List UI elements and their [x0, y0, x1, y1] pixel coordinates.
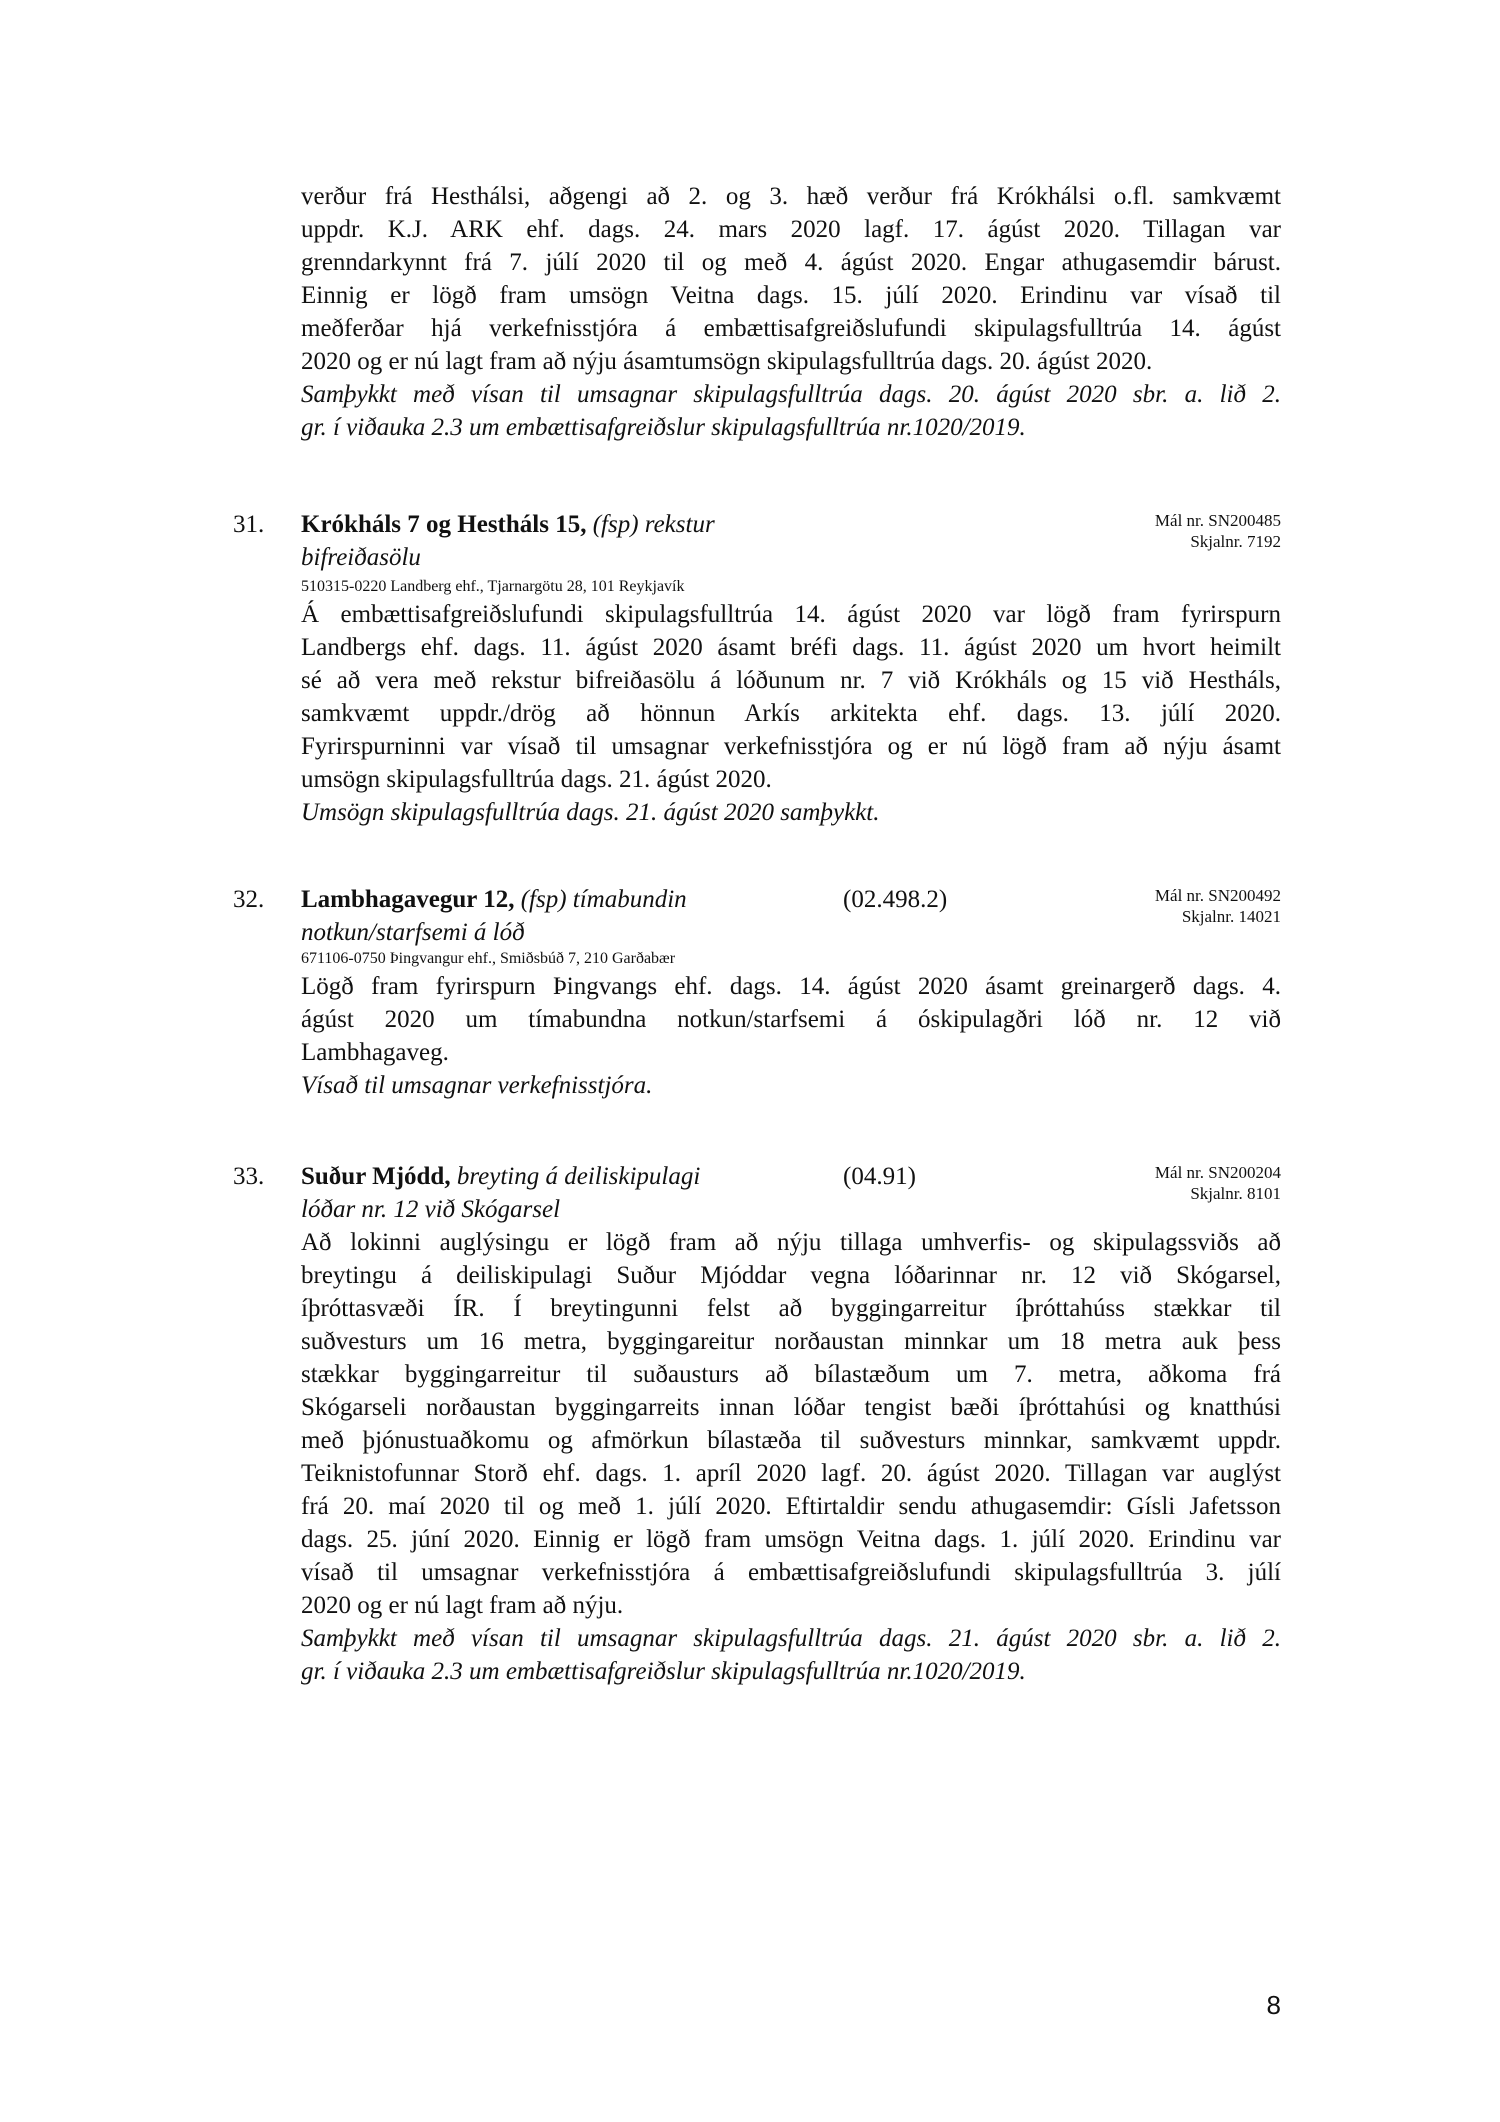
- case-decision-line: Samþykkt með vísan til umsagnar skipulagsfulltrúa dags. 21. ágúst 2020 sbr. a. lið 2.: [301, 1625, 1281, 1652]
- case-body-line: samkvæmt uppdr./drög að hönnun Arkís arkitekta ehf. dags. 13. júlí 2020.: [301, 700, 1281, 727]
- intro-paragraph: [301, 180, 1281, 444]
- case-title-subject-cont: bifreiðasölu: [301, 544, 421, 571]
- case-body-line: íþróttasvæði ÍR. Í breytingunni felst að byggingarreitur íþróttahúss stækkar til: [301, 1295, 1281, 1322]
- case-body-line: Fyrirspurninni var vísað til umsagnar verkefnisstjóra og er nú lögð fram að nýju ásamt: [301, 733, 1281, 760]
- case-title: [301, 508, 821, 574]
- case-body-line: dags. 25. júní 2020. Einnig er lögð fram umsögn Veitna dags. 1. júlí 2020. Erindinu var: [301, 1526, 1281, 1553]
- case-body-line: breytingu á deiliskipulagi Suður Mjóddar vegna lóðarinnar nr. 12 við Skógarsel,: [301, 1262, 1281, 1289]
- case-body-line: vísað til umsagnar verkefnisstjóra á embættisafgreiðslufundi skipulagsfulltrúa 3. júlí: [301, 1559, 1281, 1586]
- case-title-address: Lambhagavegur 12,: [301, 886, 515, 913]
- case-meta: [1155, 1162, 1281, 1204]
- case-body: [301, 970, 1281, 1102]
- case-land-code: (04.91): [843, 1163, 916, 1190]
- case-number: 33.: [233, 1163, 265, 1190]
- case-title-subject-cont: lóðar nr. 12 við Skógarsel: [301, 1196, 561, 1223]
- case-body-line: Að lokinni auglýsingu er lögð fram að nýju tillaga umhverfis- og skipulagssviðs að: [301, 1229, 1281, 1256]
- case-body-line: Lambhagaveg.: [301, 1039, 449, 1066]
- page-number: 8: [1266, 1990, 1281, 2020]
- case-decision-line: gr. í viðauka 2.3 um embættisafgreiðslur skipulagsfulltrúa nr.1020/2019.: [301, 1658, 1026, 1685]
- case-title-address: Krókháls 7 og Hestháls 15,: [301, 511, 587, 538]
- case-skjal-number: Skjalnr. 8101: [1190, 1184, 1281, 1203]
- case-body-line: frá 20. maí 2020 til og með 1. júlí 2020. Eftirtaldir sendu athugasemdir: Gísli Jafetsson: [301, 1493, 1281, 1520]
- case-skjal-number: Skjalnr. 14021: [1181, 907, 1281, 926]
- case-title-subject: breyting á deiliskipulagi: [456, 1163, 701, 1190]
- case-body-line: Teiknistofunnar Storð ehf. dags. 1. apríl 2020 lagf. 20. ágúst 2020. Tillagan var auglýst: [301, 1460, 1281, 1487]
- case-title: [301, 1160, 821, 1226]
- case-meta: [1155, 885, 1281, 927]
- case-decision: Umsögn skipulagsfulltrúa dags. 21. ágúst 2020 samþykkt.: [301, 799, 880, 826]
- intro-line: meðferðar hjá verkefnisstjóra á embættisafgreiðslufundi skipulagsfulltrúa 14. ágúst: [301, 315, 1281, 342]
- case-mal-number: Mál nr. SN200204: [1154, 1163, 1281, 1182]
- intro-line: Einnig er lögð fram umsögn Veitna dags. 15. júlí 2020. Erindinu var vísað til: [301, 282, 1281, 309]
- case-owner: 671106-0750 Þingvangur ehf., Smiðsbúð 7, 210 Garðabær: [301, 950, 676, 967]
- intro-line: 2020 og er nú lagt fram að nýju ásamtumsögn skipulagsfulltrúa dags. 20. ágúst 2020.: [301, 348, 1153, 375]
- intro-line: uppdr. K.J. ARK ehf. dags. 24. mars 2020 lagf. 17. ágúst 2020. Tillagan var: [301, 216, 1281, 243]
- case-skjal-number: Skjalnr. 7192: [1190, 532, 1281, 551]
- case-body-line: sé að vera með rekstur bifreiðasölu á lóðunum nr. 7 við Krókháls og 15 við Hestháls,: [301, 667, 1281, 694]
- case-title-subject-cont: notkun/starfsemi á lóð: [301, 919, 525, 946]
- case-body-line: Skógarseli norðaustan byggingarreits innan lóðar tengist bæði íþróttahúsi og knatthúsi: [301, 1394, 1281, 1421]
- case-body-line: Landbergs ehf. dags. 11. ágúst 2020 ásamt bréfi dags. 11. ágúst 2020 um hvort heimilt: [301, 634, 1281, 661]
- case-body-line: suðvesturs um 16 metra, byggingareitur norðaustan minnkar um 18 metra auk þess: [301, 1328, 1281, 1355]
- intro-line: verður frá Hesthálsi, aðgengi að 2. og 3. hæð verður frá Krókhálsi o.fl. samkvæmt: [301, 183, 1281, 210]
- case-body-line: með þjónustuaðkomu og afmörkun bílastæða til suðvesturs minnkar, samkvæmt uppdr.: [301, 1427, 1281, 1454]
- case-body-line: 2020 og er nú lagt fram að nýju.: [301, 1592, 624, 1619]
- case-title-subject: (fsp) rekstur: [592, 511, 715, 538]
- intro-decision-line: Samþykkt með vísan til umsagnar skipulagsfulltrúa dags. 20. ágúst 2020 sbr. a. lið 2.: [301, 381, 1281, 408]
- case-number: 32.: [233, 886, 265, 913]
- case-body-line: Lögð fram fyrirspurn Þingvangs ehf. dags. 14. ágúst 2020 ásamt greinargerð dags. 4.: [301, 973, 1281, 1000]
- case-body-line: umsögn skipulagsfulltrúa dags. 21. ágúst 2020.: [301, 766, 772, 793]
- case-meta: [1155, 510, 1281, 552]
- case-title: [301, 883, 821, 949]
- case-title-subject: (fsp) tímabundin: [520, 886, 687, 913]
- case-title-address: Suður Mjódd,: [301, 1163, 451, 1190]
- intro-line: grenndarkynnt frá 7. júlí 2020 til og með 4. ágúst 2020. Engar athugasemdir bárust.: [301, 249, 1281, 276]
- case-body: [301, 1226, 1281, 1688]
- case-mal-number: Mál nr. SN200485: [1154, 511, 1281, 530]
- case-number: 31.: [233, 511, 265, 538]
- case-mal-number: Mál nr. SN200492: [1154, 886, 1281, 905]
- case-body-line: Á embættisafgreiðslufundi skipulagsfulltrúa 14. ágúst 2020 var lögð fram fyrirspurn: [301, 601, 1281, 628]
- case-body-line: ágúst 2020 um tímabundna notkun/starfsemi á óskipulagðri lóð nr. 12 við: [301, 1006, 1281, 1033]
- case-body: [301, 598, 1281, 829]
- case-decision: Vísað til umsagnar verkefnisstjóra.: [301, 1072, 653, 1099]
- case-body-line: stækkar byggingarreitur til suðausturs að bílastæðum um 7. metra, aðkoma frá: [301, 1361, 1281, 1388]
- case-land-code: (02.498.2): [843, 886, 948, 913]
- intro-decision-line: gr. í viðauka 2.3 um embættisafgreiðslur skipulagsfulltrúa nr.1020/2019.: [301, 414, 1026, 441]
- case-owner: 510315-0220 Landberg ehf., Tjarnargötu 28, 101 Reykjavík: [301, 578, 685, 595]
